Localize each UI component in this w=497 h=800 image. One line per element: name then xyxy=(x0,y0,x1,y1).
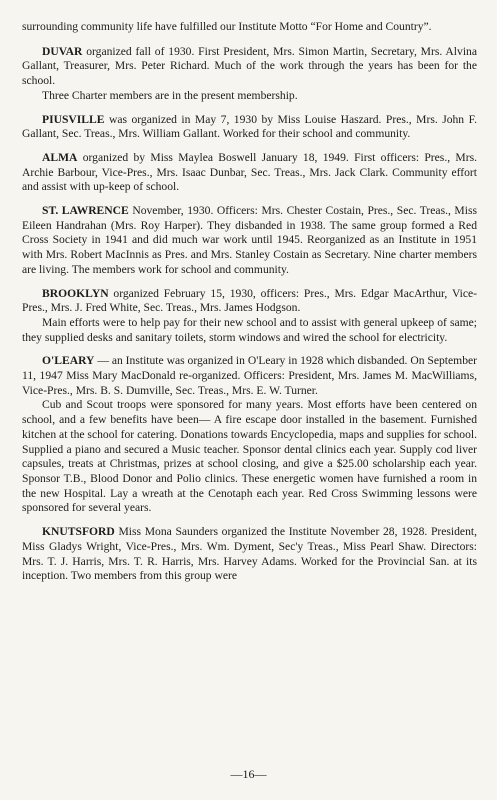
entry-duvar xyxy=(22,45,477,89)
entry-name: O'LEARY xyxy=(42,354,95,368)
page-number: —16— xyxy=(230,767,267,781)
entry-name: DUVAR xyxy=(42,44,83,58)
entry-text: organized February 15, 1930, officers: Pres., Mrs. Edgar MacArthur, Vice-Pres., Mrs. J. Fred White, Sec. Treas., Mrs. James Hodgson. xyxy=(22,286,477,315)
entry-name: ST. LAWRENCE xyxy=(42,204,129,218)
entry-text: was organized in May 7, 1930 by Miss Louise Haszard. Pres., Mrs. John F. Gallant, Sec. Treas., Mrs. William Gallant. Worked for their school and community. xyxy=(22,112,477,141)
entry-brooklyn-continuation: Main efforts were to help pay for their new school and to assist with general upkeep of same; they supplied desks and sanitary toilets, storm windows and wired the school for electricity. xyxy=(22,315,477,344)
entry-name: PIUSVILLE xyxy=(42,112,105,126)
intro-paragraph: surrounding community life have fulfilled our Institute Motto “For Home and Country”. xyxy=(22,20,432,33)
entry-text: organized by Miss Maylea Boswell January 18, 1949. First officers: Pres., Mrs. Archie Barbour, Vice-Pres., Mrs. Isaac Dunbar, Sec. Treas., Mrs. Jack Clark. Community effort and assist with up-keep of school. xyxy=(22,150,477,194)
page-body xyxy=(22,20,477,593)
entry-oleary xyxy=(22,354,477,398)
entry-knutsford xyxy=(22,525,477,584)
entry-text: organized fall of 1930. First President, Mrs. Simon Martin, Secretary, Mrs. Alvina Gallant, Treasurer, Mrs. Peter Richard. Much of the work through the years has been for the school. xyxy=(22,44,477,88)
entry-text: November, 1930. Officers: Mrs. Chester Costain, Pres., Sec. Treas., Miss Eileen Handrahan (Mrs. Roy Harper). They disbanded in 1938. The same group formed a Red Cross Society in 1941 and did much war work until 1945. Reorganized as an Institute in 1951 with Mrs. Robert MacInnis as Pres. and Mrs. Stanley Costain as Secretary. Nine charter members are living. The members work for school and community. xyxy=(22,204,477,276)
entry-text: — an Institute was organized in O'Leary in 1928 which disbanded. On September 11, 1947 Miss Mary MacDonald re-organized. Officers: President, Mrs. James M. MacWilliams, Vice-Pres., Mrs. B. S. Dumville, Sec. Treas., Mrs. E. W. Turner. xyxy=(22,354,477,397)
entry-name: BROOKLYN xyxy=(42,286,109,300)
entry-st-lawrence xyxy=(22,204,477,278)
entry-piusville xyxy=(22,113,477,142)
entry-name: KNUTSFORD xyxy=(42,525,115,539)
entry-text: Miss Mona Saunders organized the Institute November 28, 1928. President, Miss Gladys Wright, Vice-Pres., Mrs. Wm. Dyment, Sec'y Treas., Miss Pearl Shaw. Directors: Mrs. T. J. Harris, Mrs. T. R. Harris, Mrs. Harvey Adams. Worked for the Provincial San. at its inception. Two members from this group were xyxy=(22,525,477,583)
entry-name: ALMA xyxy=(42,150,78,164)
entry-oleary-continuation: Cub and Scout troops were sponsored for many years. Most efforts have been centered on school, and a few benefits have been— A fire escape door installed in the basement. Furnished kitchen at the school for catering. Donations towards Encyclopedia, maps and supplies for school. Supplied a piano and secured a Music teacher. Sponsor dental clinics each year. Supply cod liver capsules, treats at Christmas, prizes at school closing, and give a $25.00 scholarship each year. Sponsor T.B., Blood Donor and Polio clinics. These energetic women have furnished a room in the new Hospital. Lay a wreath at the Cenotaph each year. Red Cross Swimming lessons were sponsored for several years. xyxy=(22,398,477,515)
entry-alma xyxy=(22,151,477,195)
entry-brooklyn xyxy=(22,287,477,316)
entry-duvar-continuation: Three Charter members are in the present membership. xyxy=(42,88,298,102)
